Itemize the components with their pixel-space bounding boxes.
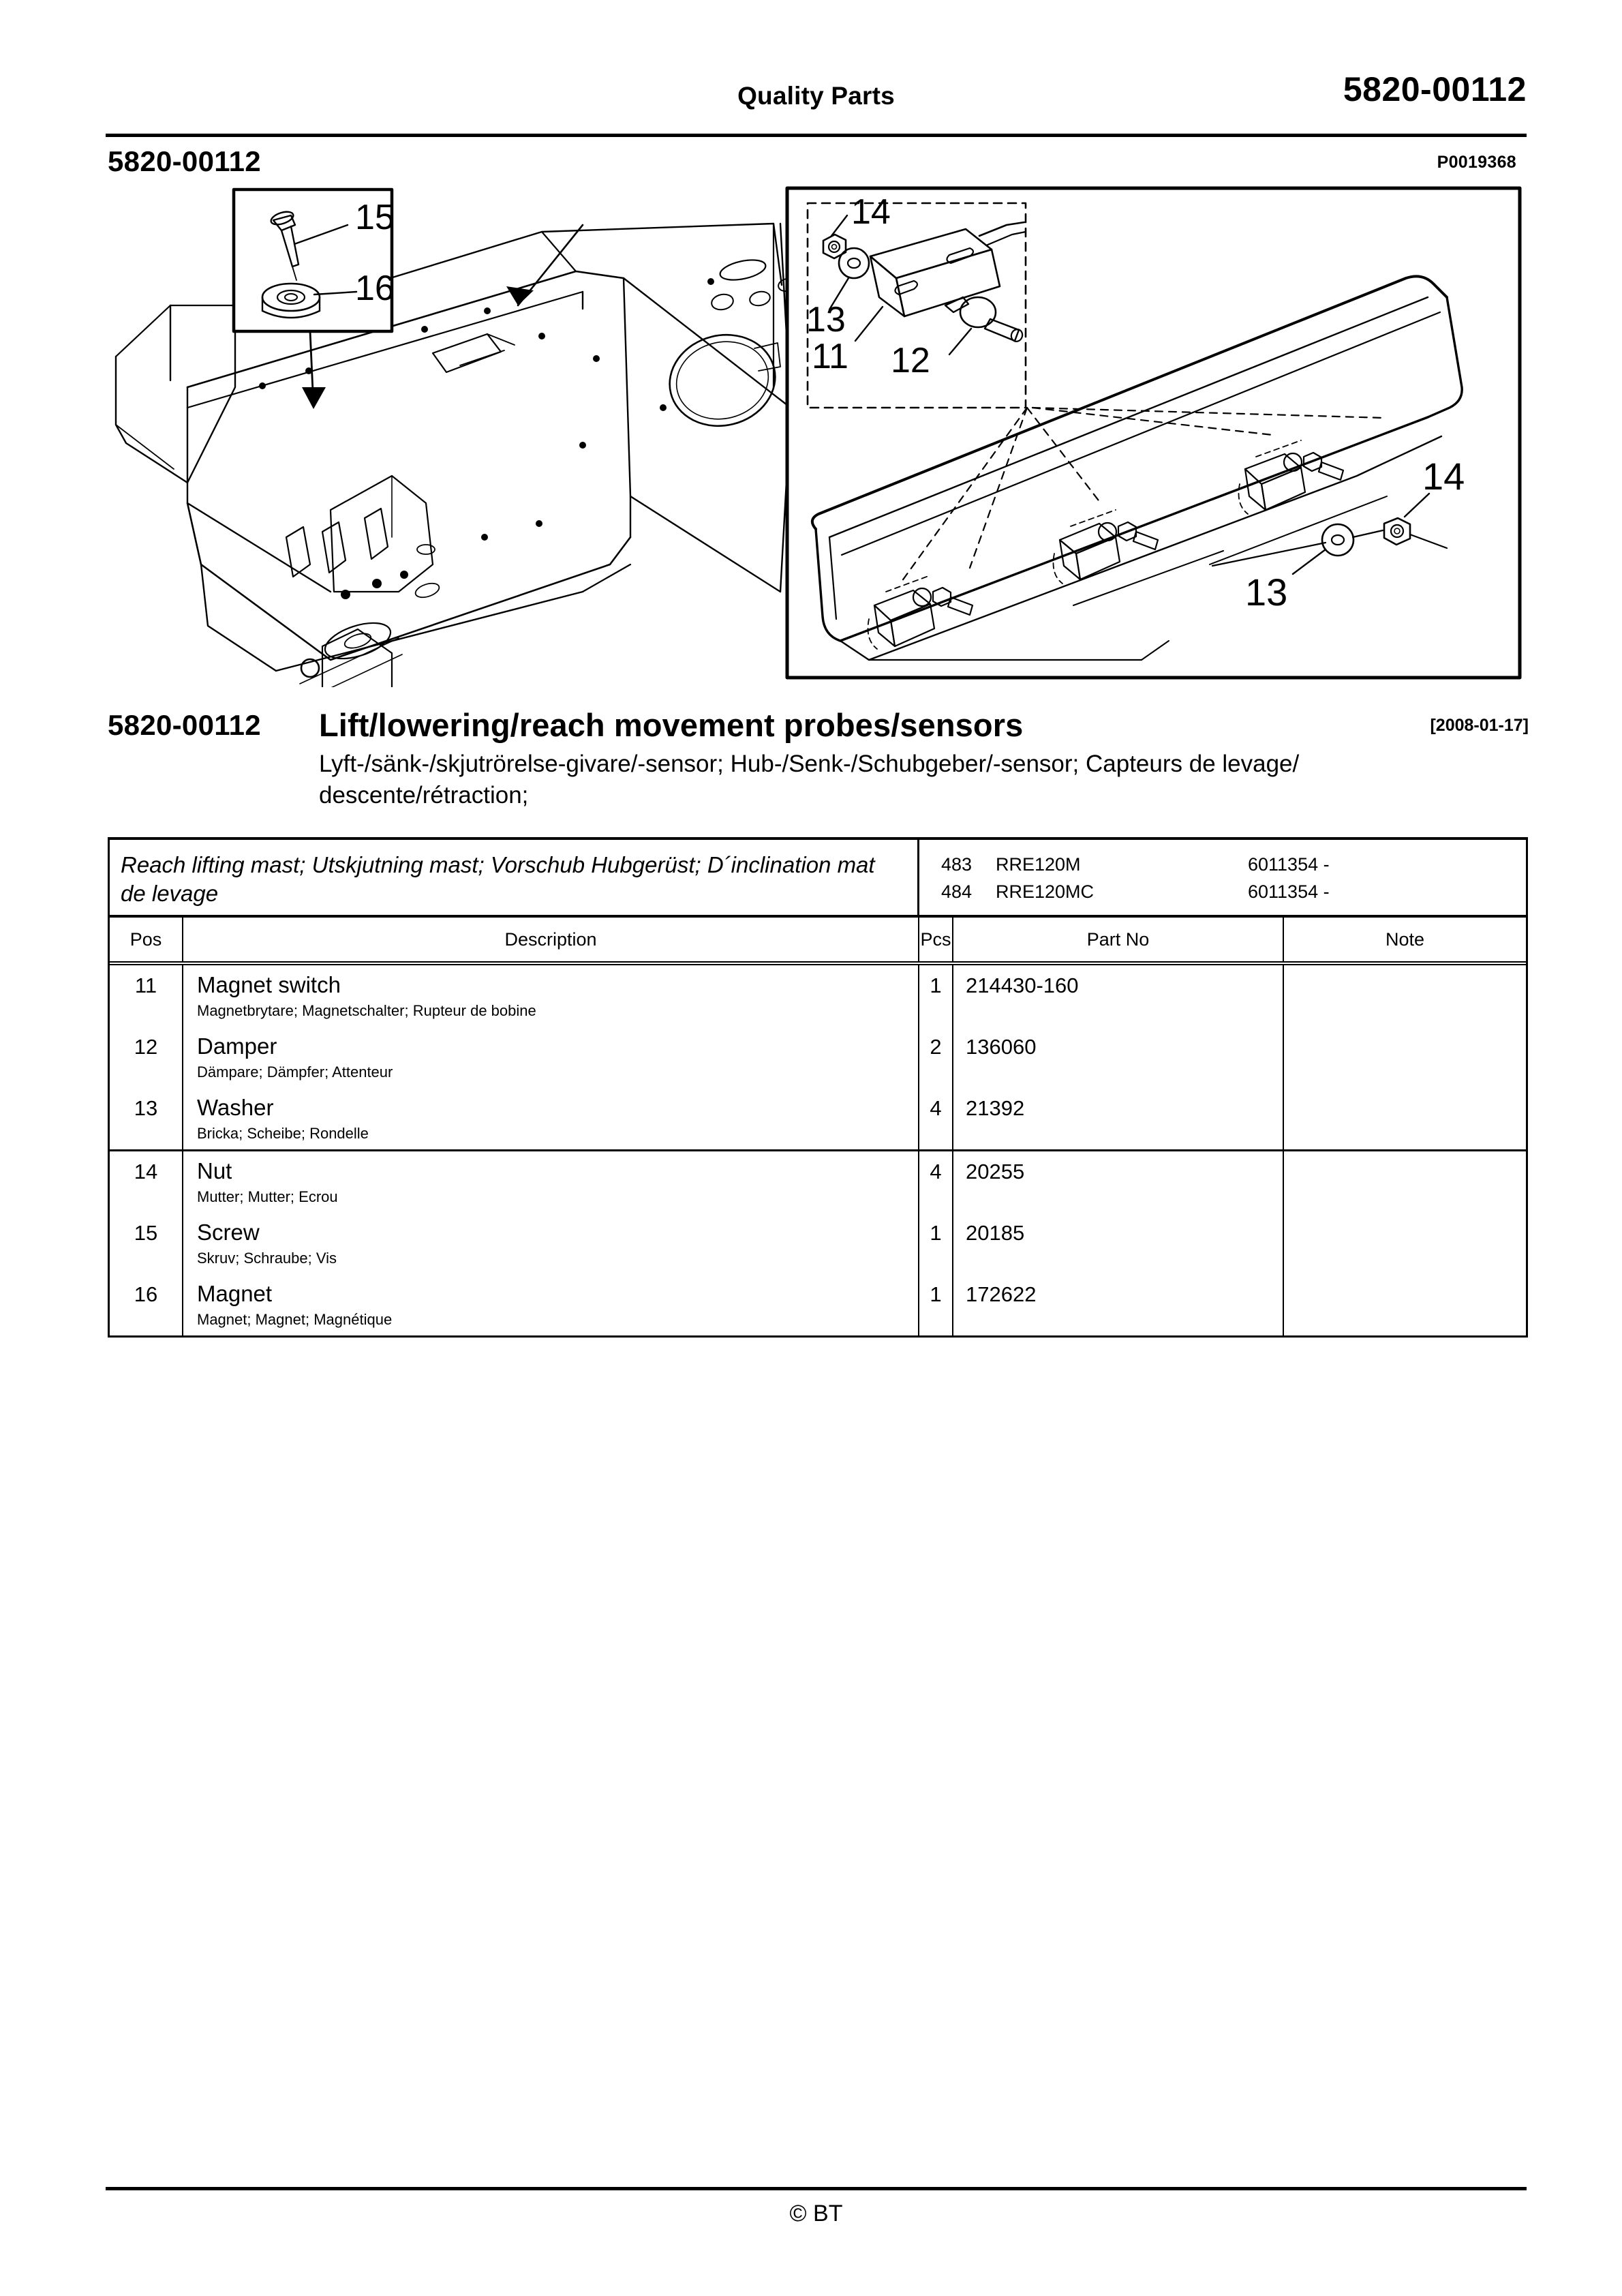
parts-table <box>108 837 1528 1338</box>
description-translations: Dämpare; Dämpfer; Attenteur <box>197 1063 393 1081</box>
cell-pcs: 4 <box>919 1088 953 1149</box>
right-diagram-frame <box>787 188 1520 678</box>
cell-description <box>183 1213 919 1274</box>
drawing-number: P0019368 <box>1437 153 1516 172</box>
cell-pcs: 1 <box>919 965 953 1027</box>
applicability-description: Reach lifting mast; Utskjutning mast; Vorschub Hubgerüst; D´inclination mat de levage <box>110 840 919 915</box>
cell-part-no: 20185 <box>953 1213 1284 1274</box>
description-en: Screw <box>197 1220 260 1245</box>
callout-14-main: 14 <box>1422 455 1465 498</box>
cell-pos: 12 <box>110 1027 183 1088</box>
cell-pcs: 1 <box>919 1213 953 1274</box>
applicability-model-list <box>919 840 1526 915</box>
callout-14-detail: 14 <box>851 192 891 232</box>
footer-divider <box>106 2187 1527 2190</box>
table-row-group <box>110 965 1526 1151</box>
model-number: 483 <box>941 854 973 875</box>
cell-note <box>1284 1088 1526 1149</box>
machine-chassis-drawing <box>116 224 797 687</box>
model-serial-range: 6011354 - <box>1248 854 1330 875</box>
column-header-pos: Pos <box>110 918 183 961</box>
section-subtitle-translations: Lyft-/sänk-/skjutrörelse-givare/-sensor; Hub-/Senk-/Schubgeber/-sensor; Capteurs de levage/ descente/rétraction; <box>319 751 1300 809</box>
callout-11-detail: 11 <box>812 337 848 376</box>
cell-part-no: 136060 <box>953 1027 1284 1088</box>
description-translations: Magnet; Magnet; Magnétique <box>197 1311 393 1328</box>
cell-pcs: 1 <box>919 1274 953 1335</box>
description-translations: Bricka; Scheibe; Rondelle <box>197 1125 369 1142</box>
model-entry <box>941 878 1526 905</box>
table-row[interactable] <box>110 1027 1526 1088</box>
model-name: RRE120M <box>996 854 1081 875</box>
cell-pcs: 4 <box>919 1151 953 1213</box>
cell-part-no: 214430-160 <box>953 965 1284 1027</box>
cell-part-no: 20255 <box>953 1151 1284 1213</box>
table-row[interactable] <box>110 1088 1526 1149</box>
section-revision-date: [2008-01-17] <box>1430 716 1529 735</box>
callout-15: 15 <box>355 198 395 237</box>
model-name: RRE120MC <box>996 881 1095 902</box>
cell-note <box>1284 1151 1526 1213</box>
model-entry <box>941 851 1526 878</box>
cell-pos: 14 <box>110 1151 183 1213</box>
table-row-group <box>110 1151 1526 1335</box>
cell-pos: 15 <box>110 1213 183 1274</box>
technical-illustration <box>106 183 1527 687</box>
table-body <box>110 965 1526 1335</box>
table-row[interactable] <box>110 1213 1526 1274</box>
cell-pos: 13 <box>110 1088 183 1149</box>
header-section-code: 5820-00112 <box>1343 70 1527 108</box>
callout-12-detail: 12 <box>891 341 930 380</box>
cell-note <box>1284 965 1526 1027</box>
cell-description <box>183 1274 919 1335</box>
model-serial-range: 6011354 - <box>1248 881 1330 902</box>
footer-copyright: © BT <box>789 2201 843 2226</box>
cell-note <box>1284 1027 1526 1088</box>
description-en: Washer <box>197 1095 274 1120</box>
table-row[interactable] <box>110 965 1526 1027</box>
page-header <box>106 70 1527 130</box>
cell-description <box>183 965 919 1027</box>
table-column-headers <box>110 918 1526 965</box>
description-en: Nut <box>197 1158 232 1183</box>
description-en: Magnet <box>197 1281 273 1306</box>
column-header-pcs: Pcs <box>919 918 953 961</box>
cell-description <box>183 1027 919 1088</box>
section-code: 5820-00112 <box>108 709 261 741</box>
cell-pos: 16 <box>110 1274 183 1335</box>
description-en: Magnet switch <box>197 972 341 997</box>
column-header-description: Description <box>183 918 919 961</box>
cell-part-no: 21392 <box>953 1088 1284 1149</box>
description-translations: Magnetbrytare; Magnetschalter; Rupteur de bobine <box>197 1002 536 1019</box>
table-row[interactable] <box>110 1274 1526 1335</box>
callout-13-detail: 13 <box>806 300 846 339</box>
callout-13-main: 13 <box>1245 571 1288 614</box>
cell-pos: 11 <box>110 965 183 1027</box>
applicability-row <box>110 840 1526 918</box>
description-en: Damper <box>197 1033 277 1059</box>
cell-note <box>1284 1274 1526 1335</box>
cell-part-no: 172622 <box>953 1274 1284 1335</box>
column-header-note: Note <box>1385 928 1425 950</box>
header-title: Quality Parts <box>737 82 895 110</box>
column-header-part-no: Part No <box>953 918 1284 961</box>
description-translations: Skruv; Schraube; Vis <box>197 1250 337 1267</box>
cell-description <box>183 1088 919 1149</box>
header-divider <box>106 134 1527 137</box>
cell-description <box>183 1151 919 1213</box>
description-translations: Mutter; Mutter; Ecrou <box>197 1188 338 1205</box>
table-row[interactable] <box>110 1151 1526 1213</box>
cell-pcs: 2 <box>919 1027 953 1088</box>
subheader-code: 5820-00112 <box>108 145 261 177</box>
cell-note <box>1284 1213 1526 1274</box>
section-title: Lift/lowering/reach movement probes/sensors <box>319 707 1024 743</box>
illustration-area <box>106 183 1527 687</box>
callout-16: 16 <box>355 269 395 308</box>
model-number: 484 <box>941 881 973 902</box>
